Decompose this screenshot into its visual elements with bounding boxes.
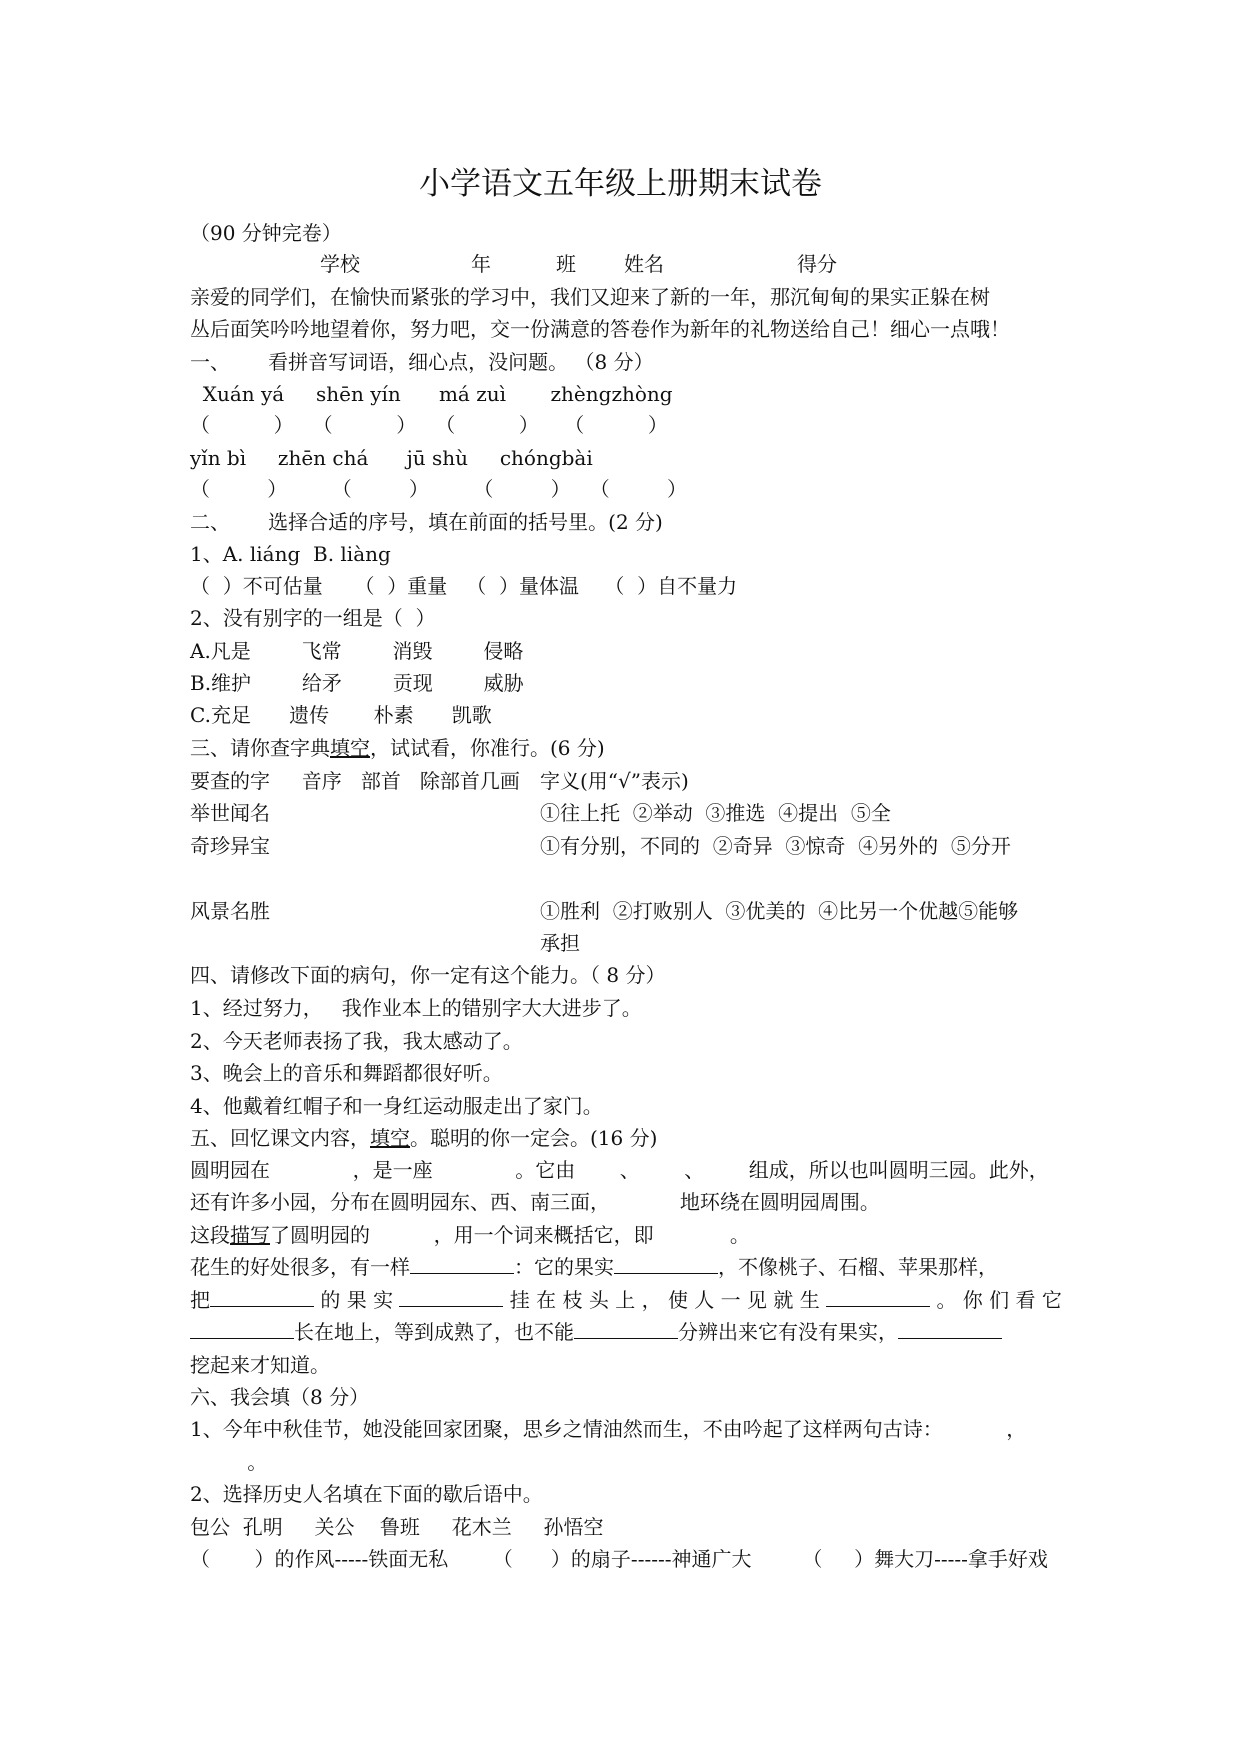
peanut-text-3b: 分辨出来它有没有果实， [678,1320,898,1344]
peanut-line-2 [190,1287,1062,1313]
peanut-text-2b: 的 果 实 [314,1288,400,1312]
proverbs-line: （ ）的作风-----铁面无私 （ ）的扇子------神通广大 （ ）舞大刀-----拿手好戏 [190,1547,1048,1571]
section-2-title: 二、 选择合适的序号，填在前面的括号里。(2 分) [190,510,663,534]
peanut-line-1 [190,1254,998,1280]
section-5-title [190,1125,657,1151]
question-2-1-items: （ ）不可估量 （ ）重量 （ ）量体温 （ ）自不量力 [190,574,738,598]
word-2-meanings: ①有分别，不同的 ②奇异 ③惊奇 ④另外的 ⑤分开 [540,834,1011,858]
word-1-meanings: ①往上托 ②举动 ③推选 ④提出 ⑤全 [540,801,891,825]
dictionary-table-header: 要查的字 音序 部首 除部首几画 [190,769,520,793]
answer-blank[interactable] [898,1320,1002,1339]
section-3-title-pre: 三、请你查字典 [190,736,330,760]
section-5-title-post: 。聪明的你一定会。(16 分) [410,1126,658,1150]
peanut-text-2c: 挂 在 枝 头 上 ， 使 人 一 见 就 生 [503,1288,827,1312]
section-5-title-underlined: 填空 [370,1126,410,1150]
answer-blank[interactable] [210,1288,314,1307]
pinyin-row-2: yǐn bì zhēn chá jū shù chóngbài [190,446,593,470]
question-6-1-continued: 。 [190,1450,268,1474]
historical-names-list: 包公 孔明 关公 鲁班 花木兰 孙悟空 [190,1515,604,1539]
score-label: 得分 [797,252,837,276]
section-5-title-pre: 五、回忆课文内容， [190,1126,370,1150]
fill-paragraph-3-underlined: 描写 [230,1223,270,1247]
question-2-2: 2、没有别字的一组是（ ） [190,606,436,630]
pinyin-row-1: Xuán yá shēn yín má zuì zhèngzhòng [190,382,673,406]
option-c: C.充足 遗传 朴素 凯歌 [190,703,492,727]
intro-line-1: 亲爱的同学们，在愉快而紧张的学习中，我们又迎来了新的一年，那沉甸甸的果实正躲在树 [190,285,990,309]
meaning-column-header: 字义(用“√”表示) [540,769,689,793]
answer-brackets-row-1: （ ） （ ） （ ） （ ） [190,413,668,437]
answer-blank[interactable] [399,1288,503,1307]
peanut-text-1b: ：它的果实 [514,1255,614,1279]
lookup-word-2: 奇珍异宝 [190,834,270,858]
section-3-title [190,735,605,761]
sentence-4-2: 2、今天老师表扬了我，我太感动了。 [190,1029,523,1053]
lookup-word-3: 风景名胜 [190,899,270,923]
page-title: 小学语文五年级上册期末试卷 [419,166,822,202]
section-3-title-post: ，试试看，你准行。(6 分) [370,736,605,760]
grade-label: 年 [471,252,491,276]
option-a: A.凡是 飞常 消毁 侵略 [190,639,524,663]
peanut-text-3a: 长在地上，等到成熟了，也不能 [294,1320,574,1344]
question-6-2: 2、选择历史人名填在下面的歇后语中。 [190,1482,543,1506]
peanut-text-2d: 。 你 们 看 它 [930,1288,1062,1312]
fill-paragraph-3-post: 了圆明园的 ，用一个词来概括它，即 。 [270,1223,750,1247]
answer-blank[interactable] [826,1288,930,1307]
word-3-meanings: ①胜利 ②打败别人 ③优美的 ④比另一个优越⑤能够 [540,899,1019,923]
sentence-4-4: 4、他戴着红帽子和一身红运动服走出了家门。 [190,1094,603,1118]
intro-line-2: 丛后面笑吟吟地望着你，努力吧，交一份满意的答卷作为新年的礼物送给自己！细心一点哦！ [190,317,1010,341]
option-b: B.维护 给矛 贡现 威胁 [190,671,524,695]
sentence-4-1: 1、经过努力， 我作业本上的错别字大大进步了。 [190,996,642,1020]
fill-paragraph-3-pre: 这段 [190,1223,230,1247]
word-3-meanings-wrap: 承担 [540,931,580,955]
lookup-word-1: 举世闻名 [190,801,270,825]
section-3-title-underlined: 填空 [330,736,370,760]
peanut-line-4: 挖起来才知道。 [190,1353,330,1377]
fill-paragraph-1: 圆明园在 ，是一座 。它由 、 、 组成，所以也叫圆明三园。此外， [190,1158,1049,1182]
name-label: 姓名 [624,252,664,276]
answer-blank[interactable] [614,1255,718,1274]
peanut-text-2a: 把 [190,1288,210,1312]
school-label: 学校 [320,252,360,276]
peanut-text-1a: 花生的好处很多，有一样 [190,1255,410,1279]
section-6-title: 六、我会填（8 分） [190,1385,370,1409]
answer-blank[interactable] [190,1320,294,1339]
answer-brackets-row-2: （ ） （ ） （ ） （ ） [190,477,687,501]
section-1-title: 一、 看拼音写词语，细心点，没问题。 （8 分） [190,350,654,374]
fill-paragraph-3 [190,1222,750,1248]
exam-duration: （90 分钟完卷） [190,221,342,245]
question-6-1: 1、今年中秋佳节，她没能回家团聚，思乡之情油然而生，不由吟起了这样两句古诗： ， [190,1417,1027,1441]
class-label: 班 [556,252,576,276]
peanut-line-3 [190,1319,1002,1345]
question-2-1: 1、A. liáng B. liàng [190,542,391,566]
answer-blank[interactable] [410,1255,514,1274]
sentence-4-3: 3、晚会上的音乐和舞蹈都很好听。 [190,1061,503,1085]
section-4-title: 四、请修改下面的病句，你一定有这个能力。（ 8 分） [190,963,666,987]
answer-blank[interactable] [574,1320,678,1339]
fill-paragraph-2: 还有许多小园，分布在圆明园东、西、南三面， 地环绕在圆明园周围。 [190,1190,880,1214]
peanut-text-1c: ，不像桃子、石榴、苹果那样， [718,1255,998,1279]
